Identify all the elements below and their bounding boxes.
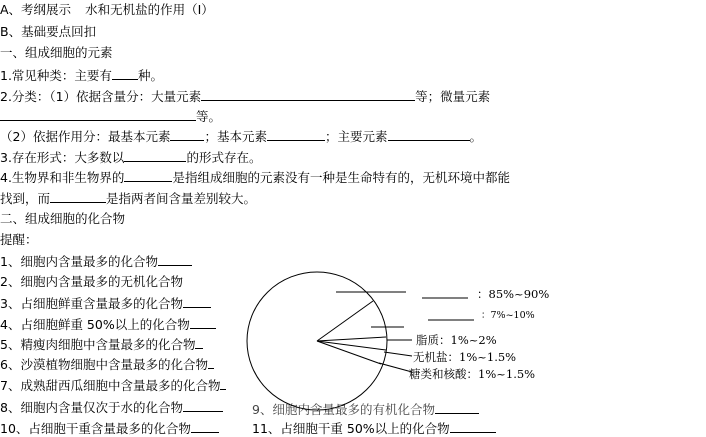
item2-line: 2.分类：（1）依据含量分：大量元素 等；微量元素 [0, 89, 491, 104]
list-item: 3、占细胞鲜重含量最多的化合物 [0, 295, 211, 312]
list-item-9: 9、细胞内含量最多的有机化合物 [252, 401, 479, 418]
pie-radius-2 [317, 337, 386, 341]
list-item: 10、占细胞干重含量最多的化合物 [0, 420, 219, 437]
exam-outline-topic: 水和无机盐的作用（Ⅰ） [85, 2, 214, 17]
list-item: 1、细胞内含量最多的化合物 [0, 253, 192, 270]
list-item: 5、精瘦肉细胞中含量最多的化合物 [0, 336, 203, 353]
item3-line: 3.存在形式：大多数以 的形式存在。 [0, 150, 262, 165]
list-item: 4、占细胞鲜重 50%以上的化合物 [0, 316, 216, 333]
item2b-line: （2）依据作用分：最基本元素 ；基本元素 ；主要元素 。 [0, 129, 483, 144]
section1-title: 一、组成细胞的元素 [0, 45, 113, 60]
section2-title: 二、组成细胞的化合物 [0, 211, 126, 226]
pie-label-lipid: 脂质：1%~2% [416, 333, 497, 347]
item4-cont-line: 找到，而 是指两者间含量差别较大。 [0, 191, 257, 206]
pie-radius-4 [317, 341, 381, 364]
list-item-11: 11、占细胞干重 50%以上的化合物 [252, 420, 496, 437]
list-item: 6、沙漠植物细胞中含量最多的化合物 [0, 356, 214, 373]
pie-label-inorganic-salt: 无机盐：1%~1.5% [413, 350, 517, 364]
item1-line: 1.常见种类：主要有 种。 [0, 68, 163, 83]
hint-label: 提醒： [0, 232, 38, 247]
pie-radius-1 [317, 301, 373, 341]
leader-line [384, 352, 412, 356]
list-item: 2、细胞内含量最多的无机化合物 [0, 274, 183, 289]
pie-label-protein: ：7%~10% [481, 310, 535, 321]
list-item: 7、成熟甜西瓜细胞中含量最多的化合物 [0, 377, 226, 394]
basic-points-heading: B、基础要点回扣 [0, 24, 97, 39]
item4-line: 4.生物界和非生物界的 是指组成细胞的元素没有一种是生命特有的，无机环境中都能 [0, 170, 510, 185]
pie-label-sugar-nucleic: 糖类和核酸：1%~1.5% [409, 367, 536, 381]
pie-label-water: ：85%~90% [477, 287, 550, 301]
list-item: 8、细胞内含量仅次于水的化合物 [0, 399, 223, 416]
pie-radius-3 [317, 341, 386, 350]
item2-cont-line: 等。 [0, 108, 221, 125]
leader-line [379, 363, 412, 372]
exam-outline-label: A、考纲展示 [0, 2, 72, 17]
